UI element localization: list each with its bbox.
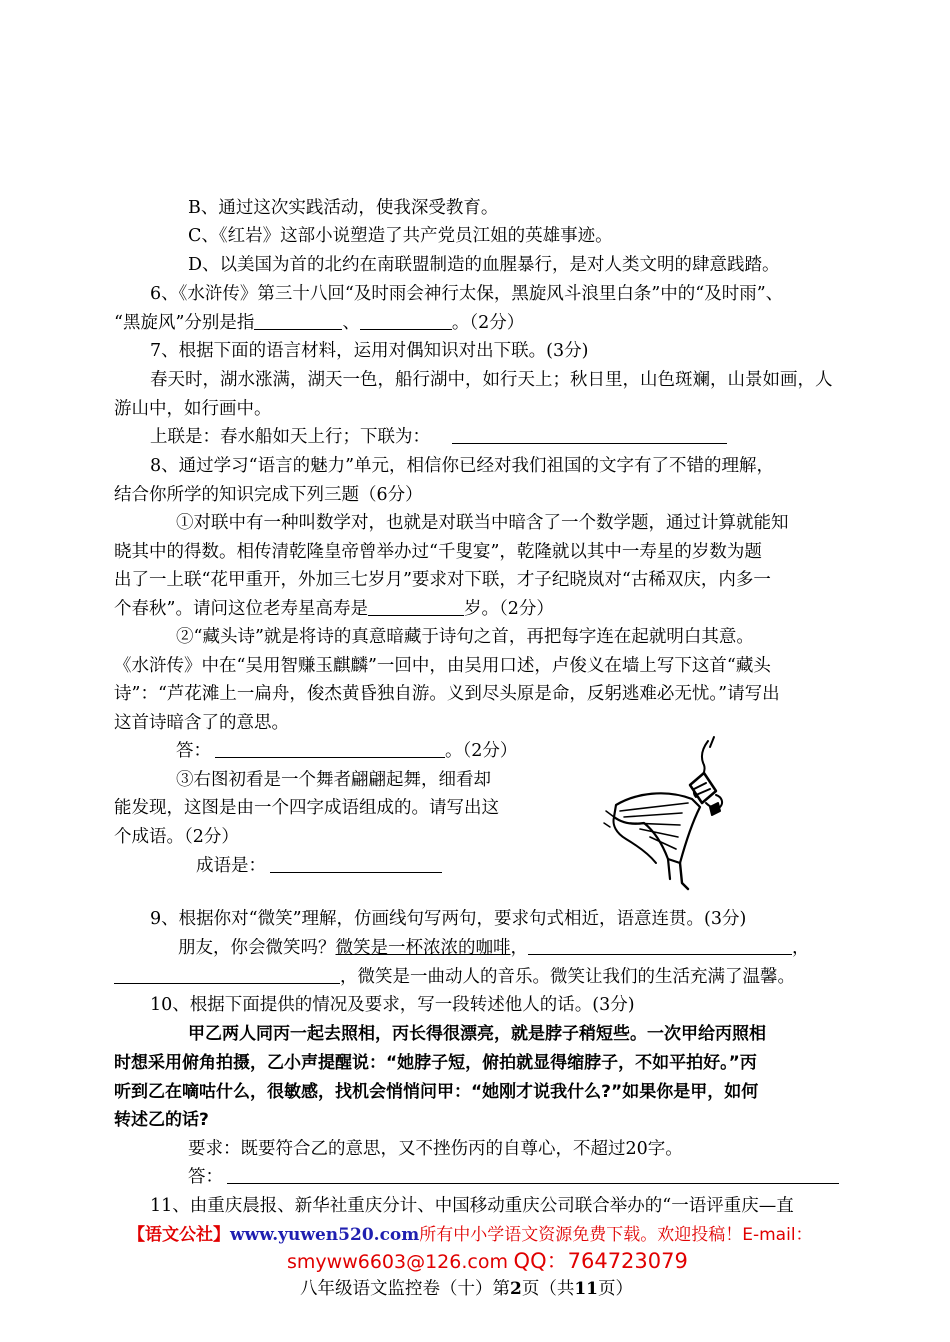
- footer-email[interactable]: smyww6603@126.com: [287, 1251, 508, 1273]
- question-7: 7、根据下面的语言材料，运用对偶知识对出下联。(3分): [150, 341, 589, 361]
- answer-label: 答：: [176, 741, 211, 761]
- question-9-line1: [178, 934, 810, 962]
- question-7-material-2: 游山中，如行画中。: [114, 399, 272, 419]
- question-7-couplet: [150, 423, 727, 451]
- footer-contact: [287, 1247, 688, 1277]
- question-11: 11、由重庆晨报、新华社重庆分计、中国移动重庆公司联合举办的“一语评重庆—直: [150, 1196, 794, 1216]
- q8-3-answer: [196, 852, 442, 880]
- question-9-line2: [114, 963, 795, 991]
- option-c: C、《红岩》这部小说塑造了共产党员江姐的英雄事迹。: [188, 226, 613, 246]
- page-label-a: 八年级语文监控卷（十）第: [300, 1279, 510, 1299]
- answer-blank-q9-second[interactable]: [114, 965, 340, 984]
- question-7-material-1: 春天时，湖水涨满，湖天一色，船行湖中，如行天上；秋日里，山色斑斓，山景如画，人: [150, 370, 833, 390]
- q9-underlined-sentence: 微笑是一杯浓浓的咖啡: [335, 938, 511, 958]
- answer-blank-age[interactable]: [368, 597, 464, 616]
- q9-comma2: ，: [792, 938, 810, 958]
- dancer-idiom-picture: [596, 733, 746, 893]
- q9-text: 朋友，你会微笑吗？: [178, 938, 336, 958]
- footer-brand: 【语文公社】: [128, 1225, 230, 1245]
- q8-2-line4: 这首诗暗含了的意思。: [114, 713, 289, 733]
- question-6-line1: 6、《水浒传》第三十八回“及时雨会神行太保，黑旋风斗浪里白条”中的“及时雨”、: [150, 284, 784, 304]
- q10-material-2: 时想采用俯角拍摄，乙小声提醒说：“她脖子短，俯拍就显得缩脖子，不如平拍好。”丙: [114, 1053, 757, 1073]
- q8-2-line1: ②“藏头诗”就是将诗的真意暗藏于诗句之首，再把每字连在起就明白其意。: [176, 627, 754, 647]
- q6-text: “黑旋风”分别是指: [114, 313, 255, 333]
- q8-1-line4: [114, 595, 554, 623]
- question-9: 9、根据你对“微笑”理解，仿画线句写两句，要求句式相近，语意连贯。(3分): [150, 909, 747, 929]
- q8-3-line2: 能发现，这图是由一个四字成语组成的。请写出这: [114, 798, 499, 818]
- q6-end: 。（2分）: [451, 313, 525, 333]
- page-number: 2: [510, 1279, 522, 1299]
- question-8-line1: 8、通过学习“语言的魅力”单元，相信你已经对我们祖国的文字有了不错的理解，: [150, 456, 775, 476]
- answer-blank-poem[interactable]: [215, 739, 445, 758]
- answer-blank-q9-first[interactable]: [528, 936, 792, 955]
- page-label-c: 页）: [598, 1279, 634, 1299]
- footer-slogan: 所有中小学语文资源免费下载。欢迎投稿！E-mail：: [419, 1225, 813, 1245]
- q8-1-end: 岁。（2分）: [463, 599, 554, 619]
- q8-3-line3: 个成语。（2分）: [114, 827, 239, 847]
- q10-answer: [188, 1163, 839, 1191]
- answer-blank-heixuanfeng[interactable]: [360, 311, 452, 330]
- question-6-line2: [114, 309, 524, 337]
- q10-material-1: 甲乙两人同丙一起去照相，丙长得很漂亮，就是脖子稍短些。一次甲给丙照相: [188, 1024, 766, 1044]
- page-number-line: [300, 1275, 633, 1303]
- answer-blank-lower-couplet[interactable]: [452, 425, 727, 444]
- couplet-text: 上联是：春水船如天上行；下联为：: [150, 427, 430, 447]
- q8-1-line1: ①对联中有一种叫数学对，也就是对联当中暗含了一个数学题，通过计算就能知: [176, 513, 789, 533]
- q10-material-3: 听到乙在嘀咕什么，很敏感，找机会悄悄问甲：“她刚才说我什么?”如果你是甲，如何: [114, 1082, 759, 1102]
- question-10: 10、根据下面提供的情况及要求，写一段转述他人的话。(3分): [150, 995, 635, 1015]
- q8-3-line1: ③右图初看是一个舞者翩翩起舞，细看却: [176, 770, 491, 790]
- question-8-line2: 结合你所学的知识完成下列三题（6分）: [114, 485, 423, 505]
- q8-1-line3: 出了一上联“花甲重开，外加三七岁月”要求对下联，才子纪晓岚对“古稀双庆，内多一: [114, 570, 771, 590]
- idiom-label: 成语是：: [196, 856, 266, 876]
- q9-text2: ，微笑是一曲动人的音乐。微笑让我们的生活充满了温馨。: [340, 967, 795, 987]
- footer-ad-line: [128, 1221, 813, 1249]
- q8-2-line2: 《水浒传》中在“吴用智赚玉麒麟”一回中，由吴用口述，卢俊义在墙上写下这首“藏头: [114, 656, 771, 676]
- option-b: B、通过这次实践活动，使我深受教育。: [188, 198, 499, 218]
- q8-1-line2: 晓其中的得数。相传清乾隆皇帝曾举办过“千叟宴”，乾隆就以其中一寿星的岁数为题: [114, 542, 762, 562]
- q6-sep: 、: [342, 313, 360, 333]
- q8-2-line3: 诗”：“芦花滩上一扁舟，俊杰黄昏独自游。义到尽头原是命，反躬逃难必无忧。”请写出: [114, 684, 780, 704]
- q8-2-answer: [176, 737, 517, 765]
- footer-site-link[interactable]: www.yuwen520.com: [230, 1225, 420, 1245]
- answer-blank-idiom[interactable]: [270, 854, 442, 873]
- page-label-b: 页（共: [521, 1279, 575, 1299]
- page-total: 11: [574, 1279, 599, 1299]
- q8-2-end: 。（2分）: [445, 741, 518, 761]
- q8-1-text: 个春秋”。请问这位老寿星高寿是: [114, 599, 368, 619]
- option-d: D、以美国为首的北约在南联盟制造的血腥暴行，是对人类文明的肆意践踏。: [188, 255, 780, 275]
- answer-blank-jishiyu[interactable]: [254, 311, 342, 330]
- answer-blank-q10[interactable]: [227, 1165, 839, 1184]
- q10-answer-label: 答：: [188, 1167, 223, 1187]
- q10-requirement: 要求：既要符合乙的意思，又不挫伤丙的自尊心，不超过20字。: [188, 1139, 683, 1159]
- q9-comma: ，: [510, 938, 528, 958]
- q10-material-4: 转述乙的话?: [114, 1110, 209, 1130]
- footer-qq: QQ：764723079: [513, 1249, 688, 1273]
